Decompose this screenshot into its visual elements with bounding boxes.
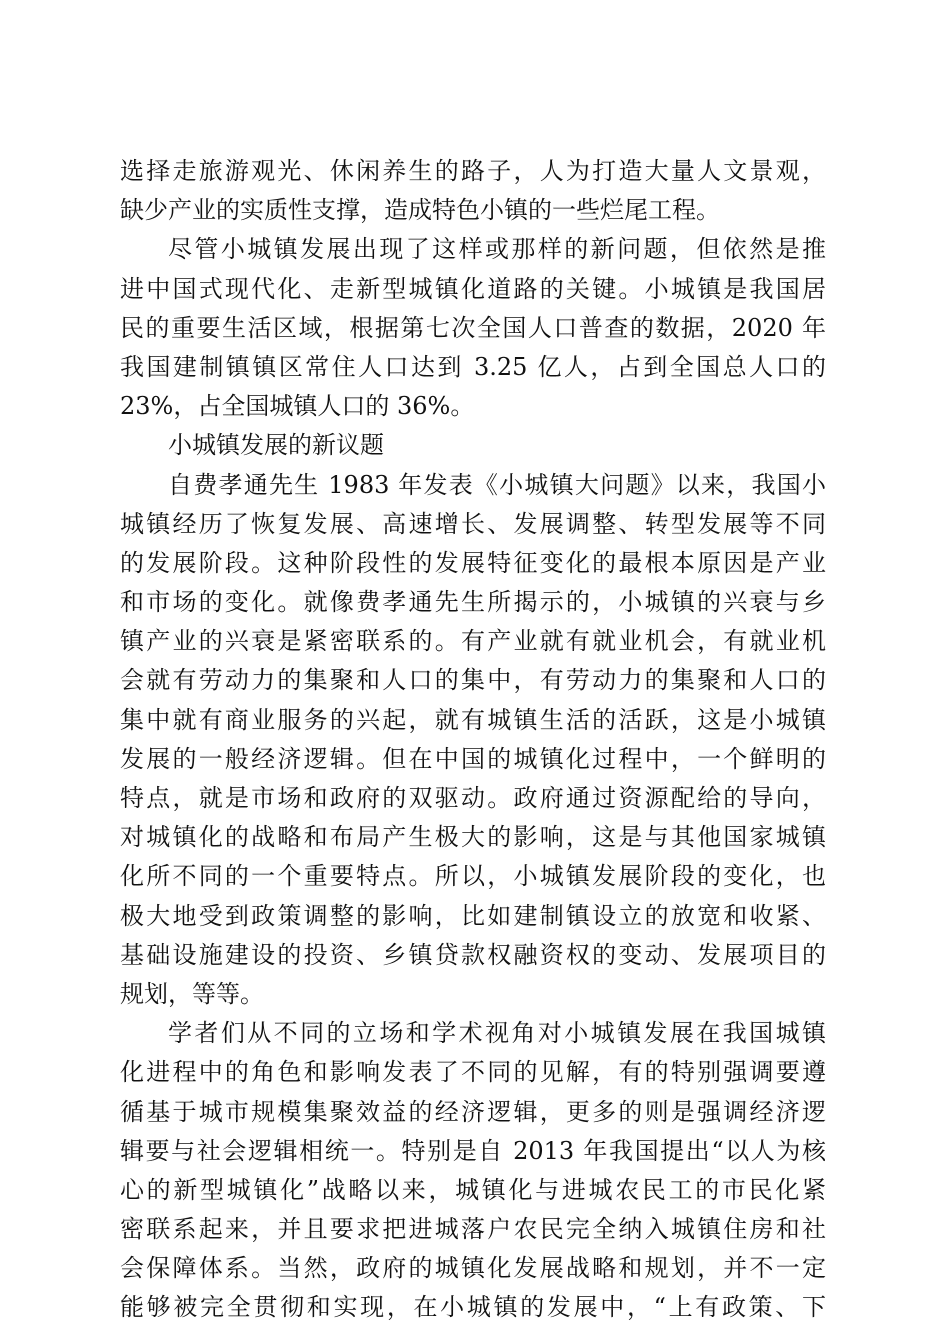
text-line: 心的新型城镇化”战略以来，城镇化与进城农民工的市民化紧 (120, 1175, 826, 1204)
text-line: 循基于城市规模集聚效益的经济逻辑，更多的则是强调经济逻 (120, 1097, 826, 1126)
text-line: 选择走旅游观光、休闲养生的路子，人为打造大量人文景观， (120, 157, 826, 185)
paragraph (120, 466, 826, 1015)
text-line: 化进程中的角色和影响发表了不同的见解，有的特别强调要遵 (120, 1058, 826, 1087)
text-line: 23%，占全国城镇人口的 36%。 (120, 392, 475, 421)
text-line: 进中国式现代化、走新型城镇化道路的关键。小城镇是我国居 (120, 274, 826, 303)
document-body (120, 152, 826, 1328)
text-line: 缺少产业的实质性支撑，造成特色小镇的一些烂尾工程。 (120, 196, 720, 225)
text-line: 学者们从不同的立场和学术视角对小城镇发展在我国城镇 (168, 1019, 826, 1048)
text-line: 的发展阶段。这种阶段性的发展特征变化的最根本原因是产业 (120, 548, 826, 577)
text-line: 会就有劳动力的集聚和人口的集中，有劳动力的集聚和人口的 (120, 666, 826, 695)
paragraph (120, 230, 826, 426)
paragraph (120, 152, 826, 230)
heading-text: 小城镇发展的新议题 (168, 431, 384, 460)
text-line: 尽管小城镇发展出现了这样或那样的新问题，但依然是推 (168, 235, 826, 264)
text-line: 辑要与社会逻辑相统一。特别是自 2013 年我国提出“以人为核 (120, 1136, 826, 1165)
text-line: 能够被完全贯彻和实现，在小城镇的发展中，“上有政策、下 (120, 1293, 826, 1322)
text-line: 我国建制镇镇区常住人口达到 3.25 亿人，占到全国总人口的 (120, 352, 826, 381)
text-line: 密联系起来，并且要求把进城落户农民完全纳入城镇住房和社 (120, 1215, 826, 1244)
text-line: 特点，就是市场和政府的双驱动。政府通过资源配给的导向， (120, 784, 826, 812)
text-line: 和市场的变化。就像费孝通先生所揭示的，小城镇的兴衰与乡 (120, 588, 826, 617)
text-line: 自费孝通先生 1983 年发表《小城镇大问题》以来，我国小 (168, 470, 826, 499)
section-heading (120, 426, 826, 465)
text-line: 化所不同的一个重要特点。所以，小城镇发展阶段的变化，也 (120, 862, 826, 891)
paragraph (120, 1014, 826, 1328)
text-line: 会保障体系。当然，政府的城镇化发展战略和规划，并不一定 (120, 1254, 826, 1283)
text-line: 民的重要生活区域，根据第七次全国人口普查的数据，2020 年 (120, 313, 826, 342)
text-line: 基础设施建设的投资、乡镇贷款权融资权的变动、发展项目的 (120, 940, 826, 969)
text-line: 城镇经历了恢复发展、高速增长、发展调整、转型发展等不同 (120, 509, 826, 538)
text-line: 发展的一般经济逻辑。但在中国的城镇化过程中，一个鲜明的 (120, 744, 826, 773)
text-line: 规划，等等。 (120, 979, 264, 1008)
text-line: 镇产业的兴衰是紧密联系的。有产业就有就业机会，有就业机 (120, 627, 826, 656)
text-line: 对城镇化的战略和布局产生极大的影响，这是与其他国家城镇 (120, 823, 826, 852)
text-line: 极大地受到政策调整的影响，比如建制镇设立的放宽和收紧、 (120, 901, 826, 930)
text-line: 集中就有商业服务的兴起，就有城镇生活的活跃，这是小城镇 (120, 705, 826, 734)
